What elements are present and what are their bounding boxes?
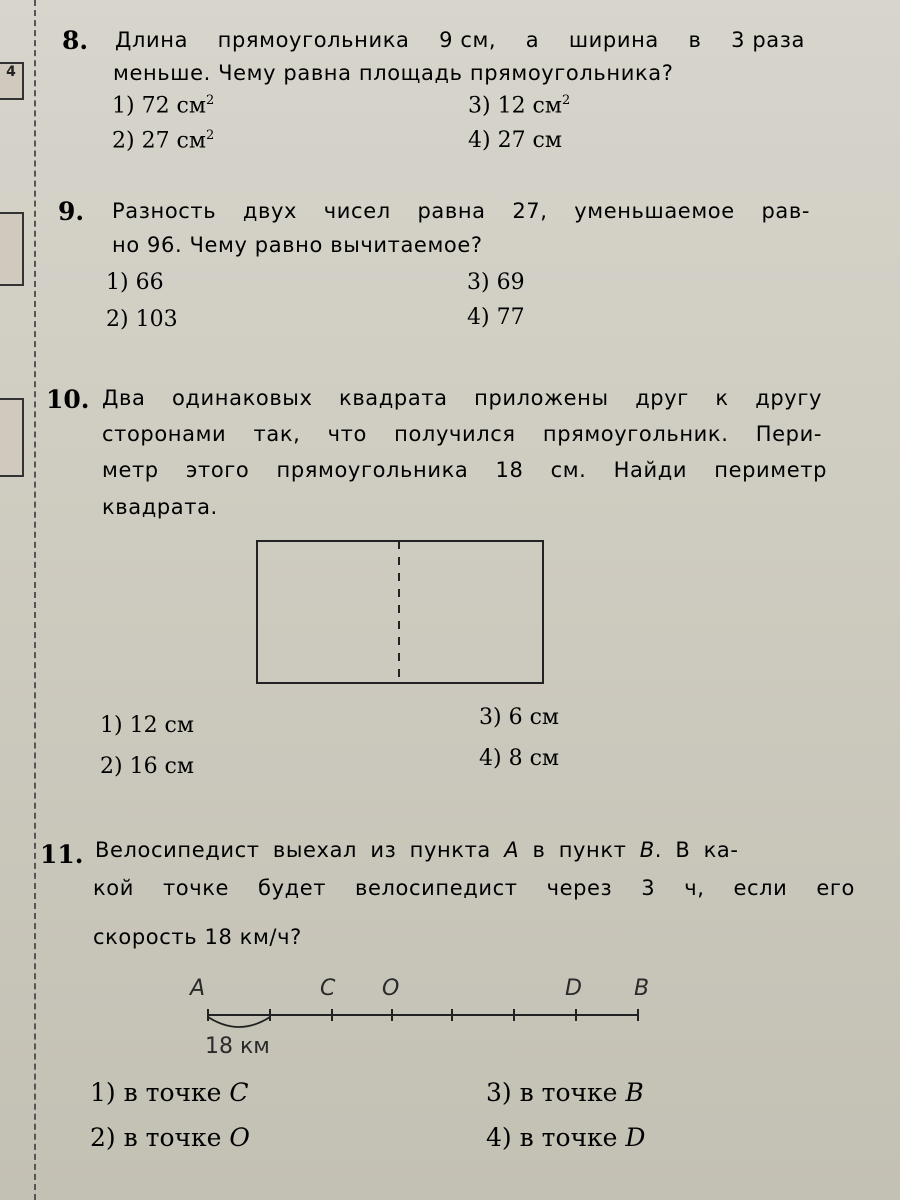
answer-option-2[interactable] bbox=[112, 128, 214, 153]
question-text-line bbox=[115, 28, 805, 52]
label-o: O bbox=[382, 976, 400, 1001]
word: прямоугольника bbox=[217, 28, 410, 52]
option-text: 4) в точке bbox=[486, 1123, 618, 1152]
question-text-line bbox=[95, 838, 739, 862]
answer-option-1[interactable]: 1) 66 bbox=[106, 270, 164, 295]
margin-tab bbox=[0, 398, 24, 477]
question-text-line: метр этого прямоугольника 18 см. Найди периметр bbox=[102, 458, 827, 482]
point-label: C bbox=[229, 1078, 249, 1107]
label-b: B bbox=[634, 976, 650, 1001]
answer-option-1[interactable] bbox=[90, 1078, 249, 1107]
option-text: 2) в точке bbox=[90, 1123, 222, 1152]
superscript: 2 bbox=[562, 93, 571, 108]
answer-option-2[interactable]: 2) 103 bbox=[106, 307, 178, 332]
superscript: 2 bbox=[206, 93, 215, 108]
segment-length-label: 18 км bbox=[205, 1034, 270, 1059]
question-number: 10. bbox=[46, 385, 90, 414]
margin-tab-label: 4 bbox=[6, 64, 16, 80]
question-text-line: сторонами так, что получился прямоугольник. Пери- bbox=[102, 422, 822, 446]
point-label: O bbox=[229, 1123, 250, 1152]
option-text: 2) 27 см bbox=[112, 128, 206, 154]
route-number-line bbox=[180, 965, 660, 1060]
answer-option-2[interactable] bbox=[90, 1123, 250, 1152]
word: а bbox=[525, 28, 540, 52]
label-a: A bbox=[190, 976, 206, 1001]
cut-line bbox=[34, 0, 36, 1200]
question-text-line: квадрата. bbox=[102, 495, 218, 519]
question-text-line: но 96. Чему равно вычитаемое? bbox=[112, 233, 483, 257]
question-text-line: кой точке будет велосипедист через 3 ч, если его bbox=[93, 876, 855, 900]
answer-option-2[interactable]: 2) 16 см bbox=[100, 754, 194, 779]
question-number: 11. bbox=[40, 840, 84, 869]
answer-option-3[interactable]: 3) 6 см bbox=[479, 705, 559, 730]
question-text-line: Разность двух чисел равна 27, уменьшаемое рав- bbox=[112, 199, 810, 223]
text-segment: . В ка- bbox=[654, 838, 739, 862]
question-number: 9. bbox=[58, 197, 85, 226]
superscript: 2 bbox=[206, 128, 215, 143]
point-label: B bbox=[639, 838, 655, 862]
margin-tab bbox=[0, 212, 24, 286]
question-text-line: Два одинаковых квадрата приложены друг к другу bbox=[102, 386, 822, 410]
point-label: A bbox=[504, 838, 520, 862]
word: 9 см, bbox=[439, 28, 497, 52]
label-c: C bbox=[320, 976, 336, 1001]
two-squares-diagram bbox=[250, 535, 550, 690]
option-text: 3) в точке bbox=[486, 1078, 618, 1107]
answer-option-1[interactable]: 1) 12 см bbox=[100, 713, 194, 738]
text-segment: в пункт bbox=[532, 838, 627, 862]
text-segment: Велосипедист выехал из пункта bbox=[95, 838, 491, 862]
answer-option-4[interactable] bbox=[486, 1123, 645, 1152]
answer-option-3[interactable]: 3) 69 bbox=[467, 270, 525, 295]
margin-tab bbox=[0, 62, 24, 100]
word: в bbox=[688, 28, 702, 52]
word: 3 раза bbox=[731, 28, 805, 52]
question-text-line: меньше. Чему равна площадь прямоугольника? bbox=[113, 61, 674, 85]
answer-option-3[interactable] bbox=[468, 93, 570, 118]
point-label: D bbox=[625, 1123, 646, 1152]
question-text-line: скорость 18 км/ч? bbox=[93, 925, 302, 949]
question-number: 8. bbox=[62, 26, 89, 55]
answer-option-4[interactable]: 4) 77 bbox=[467, 305, 525, 330]
answer-option-3[interactable] bbox=[486, 1078, 644, 1107]
answer-option-4[interactable]: 4) 27 см bbox=[468, 128, 562, 153]
option-text: 1) в точке bbox=[90, 1078, 222, 1107]
option-text: 3) 12 см bbox=[468, 93, 562, 119]
answer-option-1[interactable] bbox=[112, 93, 214, 118]
option-text: 1) 72 см bbox=[112, 93, 206, 119]
segment-arc bbox=[208, 1017, 270, 1027]
word: Длина bbox=[115, 28, 189, 52]
word: ширина bbox=[568, 28, 659, 52]
answer-option-4[interactable]: 4) 8 см bbox=[479, 746, 559, 771]
point-label: B bbox=[625, 1078, 644, 1107]
label-d: D bbox=[565, 976, 582, 1001]
